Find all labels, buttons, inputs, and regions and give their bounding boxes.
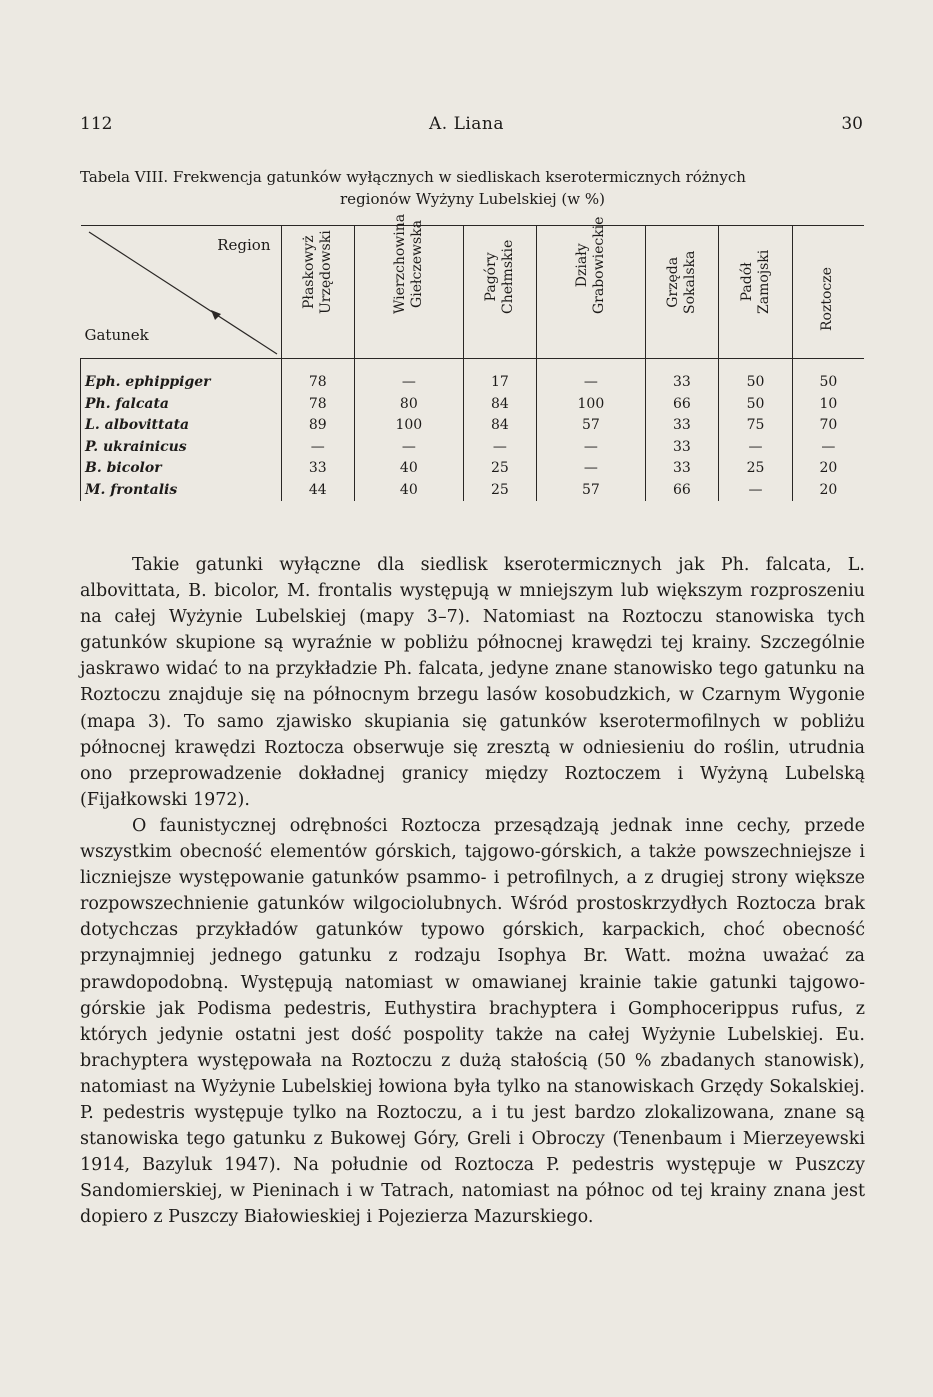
region-name: Urzędowski bbox=[317, 230, 334, 314]
running-number: 30 bbox=[841, 114, 863, 134]
paragraph-1: Takie gatunki wyłączne dla siedlisk kserotermicznych jak Ph. falcata, L. albovittata, B. bicolor, M. frontalis występują w mniejszym lub większym rozproszeniu na całej Wyżynie Lubelskiej (mapy 3–7). Natomiast na Roztoczu stanowiska tych gatunków skupione są wyraźnie w pobliżu północnej krawędzi tej krainy. Szczególnie jaskrawo widać to na przykładzie Ph. falcata, jedyne znane stanowisko tego gatunku na Roztoczu znajduje się na północnym brzegu lasów kosobudzkich, w Czarnym Wygonie (mapa 3). To samo zjawisko skupiania się gatunków kserotermofilnych w pobliżu północnej krawędzi Roztocza obserwuje się zresztą w odniesieniu do roślin, utrudnia ono przeprowadzenie dokładnej granicy między Roztoczem i Wyżyną Lubelską (Fijałkowski 1972). bbox=[80, 555, 865, 810]
caption-line-1: Tabela VIII. Frekwencja gatunków wyłącznych w siedliskach kserotermicznych różnych bbox=[80, 168, 746, 186]
frequency-cell: 66 bbox=[645, 479, 719, 501]
running-header bbox=[0, 114, 933, 138]
region-header bbox=[463, 226, 537, 359]
region-header bbox=[792, 226, 864, 359]
frequency-cell: 50 bbox=[719, 393, 793, 415]
species-name: Eph. ephippiger bbox=[81, 359, 282, 394]
table-row bbox=[81, 393, 865, 415]
frequency-cell: — bbox=[537, 458, 645, 480]
frequency-cell: 20 bbox=[792, 458, 864, 480]
region-name: Grzęda bbox=[664, 256, 681, 308]
frequency-cell: 44 bbox=[281, 479, 355, 501]
frequency-cell: — bbox=[719, 436, 793, 458]
frequency-cell: 25 bbox=[719, 458, 793, 480]
species-name: M. frontalis bbox=[81, 479, 282, 501]
frequency-cell: 57 bbox=[537, 479, 645, 501]
frequency-cell: 100 bbox=[355, 415, 463, 437]
frequency-cell: 33 bbox=[645, 415, 719, 437]
frequency-cell: 17 bbox=[463, 359, 537, 394]
region-name: Grabowieckie bbox=[590, 216, 607, 314]
table-row bbox=[81, 415, 865, 437]
table-row bbox=[81, 479, 865, 501]
body-text bbox=[80, 552, 865, 1230]
region-name: Chełmskie bbox=[499, 239, 516, 314]
frequency-cell: 75 bbox=[719, 415, 793, 437]
page-number: 112 bbox=[80, 114, 113, 134]
frequency-cell: 33 bbox=[645, 359, 719, 394]
frequency-cell: 80 bbox=[355, 393, 463, 415]
species-name: Ph. falcata bbox=[81, 393, 282, 415]
frequency-cell: — bbox=[537, 436, 645, 458]
table-row bbox=[81, 458, 865, 480]
frequency-cell: 25 bbox=[463, 458, 537, 480]
frequency-cell: 57 bbox=[537, 415, 645, 437]
frequency-cell: 89 bbox=[281, 415, 355, 437]
frequency-cell: 100 bbox=[537, 393, 645, 415]
region-name: Płaskowyż bbox=[300, 235, 317, 309]
frequency-cell: — bbox=[792, 436, 864, 458]
region-name: Roztocze bbox=[819, 267, 836, 331]
author-title: A. Liana bbox=[428, 114, 505, 134]
frequency-cell: 78 bbox=[281, 359, 355, 394]
table-caption bbox=[80, 166, 865, 210]
table-row bbox=[81, 436, 865, 458]
region-header bbox=[719, 226, 793, 359]
region-name: Giełczewska bbox=[408, 219, 425, 308]
frequency-cell: 10 bbox=[792, 393, 864, 415]
table-row bbox=[81, 359, 865, 394]
frequency-cell: 33 bbox=[281, 458, 355, 480]
frequency-table bbox=[80, 213, 864, 501]
frequency-cell: 40 bbox=[355, 458, 463, 480]
corner-region-label: Region bbox=[217, 236, 271, 254]
corner-cell bbox=[81, 226, 282, 359]
corner-species-label: Gatunek bbox=[84, 326, 149, 344]
frequency-cell: 84 bbox=[463, 415, 537, 437]
frequency-cell: 66 bbox=[645, 393, 719, 415]
frequency-cell: 25 bbox=[463, 479, 537, 501]
frequency-cell: 40 bbox=[355, 479, 463, 501]
caption-line-2: regionów Wyżyny Lubelskiej (w %) bbox=[340, 190, 605, 208]
region-name: Zamojski bbox=[755, 249, 772, 314]
frequency-cell: — bbox=[463, 436, 537, 458]
region-name: Działy bbox=[573, 243, 590, 288]
region-header bbox=[281, 226, 355, 359]
frequency-cell: — bbox=[281, 436, 355, 458]
frequency-cell: — bbox=[537, 359, 645, 394]
frequency-cell: 50 bbox=[719, 359, 793, 394]
frequency-cell: 84 bbox=[463, 393, 537, 415]
species-name: P. ukrainicus bbox=[81, 436, 282, 458]
frequency-cell: — bbox=[355, 436, 463, 458]
region-name: Sokalska bbox=[681, 250, 698, 314]
frequency-cell: 33 bbox=[645, 458, 719, 480]
region-header bbox=[537, 216, 645, 359]
frequency-cell: 33 bbox=[645, 436, 719, 458]
region-header bbox=[645, 226, 719, 359]
frequency-cell: — bbox=[355, 359, 463, 394]
table-header-row bbox=[81, 226, 865, 359]
region-name: Wierzchowina bbox=[391, 213, 408, 314]
frequency-cell: 50 bbox=[792, 359, 864, 394]
region-name: Padół bbox=[738, 262, 755, 302]
frequency-cell: 78 bbox=[281, 393, 355, 415]
species-name: B. bicolor bbox=[81, 458, 282, 480]
species-name: L. albovittata bbox=[81, 415, 282, 437]
region-header bbox=[355, 213, 463, 359]
frequency-cell: 20 bbox=[792, 479, 864, 501]
region-name: Pagóry bbox=[482, 252, 499, 302]
paragraph-2: O faunistycznej odrębności Roztocza przesądzają jednak inne cechy, przede wszystkim obecność elementów górskich, tajgowo-górskich, a także powszechniejsze i liczniejsze występowanie gatunków psammo- i petrofilnych, a z drugiej strony większe rozpowszechnienie gatunków wilgociolubnych. Wśród prostoskrzydłych Roztocza brak dotychczas przykładów gatunków typowo górskich, karpackich, choć obecność przynajmniej jednego gatunku z rodzaju Isophya Br. Watt. można uważać za prawdopodobną. Występują natomiast w omawianej krainie takie gatunki tajgowo-górskie jak Podisma pedestris, Euthystira brachyptera i Gomphocerippus rufus, z których jedynie ostatni jest dość pospolity także na całej Wyżynie Lubelskiej. Eu. brachyptera występowała na Roztoczu z dużą stałością (50 % zbadanych stanowisk), natomiast na Wyżynie Lubelskiej łowiona była tylko na stanowiskach Grzędy Sokalskiej. P. pedestris występuje tylko na Roztoczu, a i tu jest bardzo zlokalizowana, znane są stanowiska tego gatunku z Bukowej Góry, Greli i Obroczy (Tenenbaum i Mierzeyewski 1914, Bazyluk 1947). Na południe od Roztocza P. pedestris występuje w Puszczy Sandomierskiej, w Pieninach i w Tatrach, natomiast na północ od tej krainy znana jest dopiero z Puszczy Białowieskiej i Pojezierza Mazurskiego. bbox=[80, 815, 865, 1228]
frequency-cell: 70 bbox=[792, 415, 864, 437]
frequency-cell: — bbox=[719, 479, 793, 501]
